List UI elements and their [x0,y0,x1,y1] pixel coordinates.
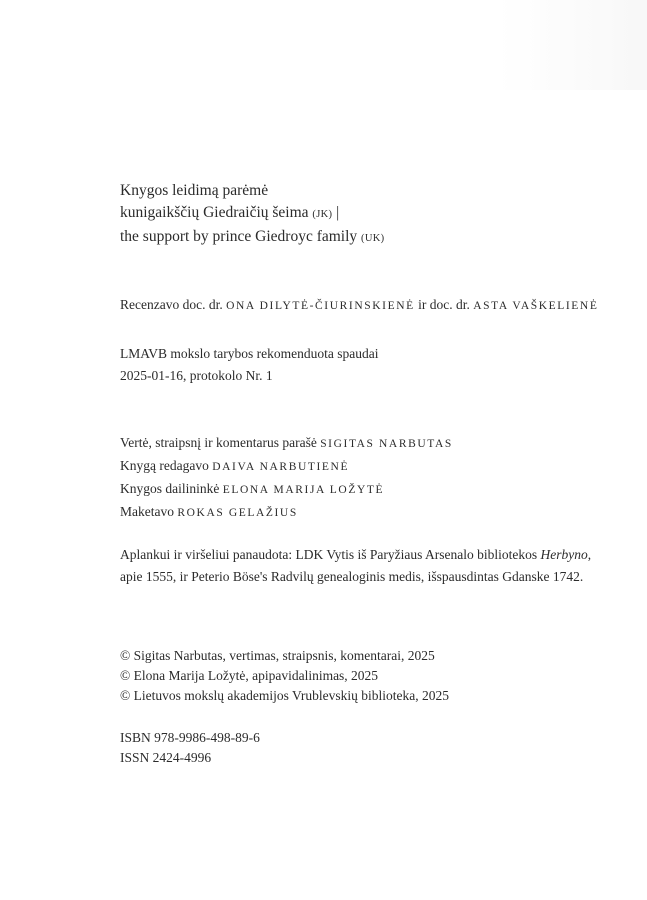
support-line-3-text: the support by prince Giedroyc family [120,228,358,245]
support-country-jk: (JK) [312,209,333,220]
support-line-2 [120,202,384,226]
credit-name: ELONA MARIJA LOŽYTĖ [222,484,385,496]
cover-source-title: Herbyno [540,547,588,562]
support-line-3 [120,226,384,250]
reviewers-joiner: ir doc. dr. [418,297,470,312]
cover-line-1-suffix: , [587,547,592,562]
copyright-notices [120,646,449,706]
reviewers-line [120,295,598,316]
issn-label: ISSN [120,750,150,765]
credit-name: SIGITAS NARBUTAS [320,438,453,450]
credit-item [120,455,453,478]
support-line-1: Knygos leidimą parėmė [120,182,269,199]
copyright-item: © Sigitas Narbutas, vertimas, straipsnis, komentarai, 2025 [120,648,435,663]
credit-item [120,501,453,524]
paper-show-through [497,0,647,90]
isbn-line [120,728,260,748]
reviewers-statement [120,295,598,316]
identifiers [120,728,260,768]
reviewers-prefix: Recenzavo doc. dr. [120,297,223,312]
copyright-item: © Lietuvos mokslų akademijos Vrublevskių biblioteka, 2025 [120,688,450,703]
credit-name: DAIVA NARBUTIENĖ [212,461,350,473]
credit-role: Knygą redagavo [120,458,209,473]
credit-role: Maketavo [120,504,174,519]
credits-list [120,432,453,524]
cover-line-1-prefix: Aplankui ir viršeliui panaudota: LDK Vytis iš Paryžiaus Arsenalo bibliotekos [120,547,538,562]
credit-role: Vertė, straipsnį ir komentarus parašė [120,435,317,450]
credit-item [120,478,453,501]
support-statement [120,180,384,250]
cover-line-1 [120,544,591,566]
credit-item [120,432,453,455]
isbn-label: ISBN [120,730,151,745]
issn-value: 2424-4996 [152,750,212,765]
isbn-value: 978-9986-498-89-6 [154,730,260,745]
credit-role: Knygos dailininkė [120,481,220,496]
issn-line [120,748,260,768]
cover-illustration-note [120,544,591,588]
council-line-1: LMAVB mokslo tarybos rekomenduota spaudai [120,346,379,361]
support-line-2-text: kunigaikščių Giedraičių šeima [120,204,309,221]
council-line-2: 2025-01-16, protokolo Nr. 1 [120,368,273,383]
reviewer-2-name: ASTA VAŠKELIENĖ [473,300,599,312]
credit-name: ROKAS GELAŽIUS [177,507,298,519]
copyright-item: © Elona Marija Ložytė, apipavidalinimas, 2025 [120,668,379,683]
reviewer-1-name: ONA DILYTĖ-ČIURINSKIENĖ [226,300,415,312]
support-separator: | [336,204,340,221]
council-recommendation [120,343,378,387]
cover-line-2: apie 1555, ir Peterio Böse's Radvilų genealoginis medis, išspausdintas Gdanske 1742. [120,569,584,584]
support-country-uk: (UK) [361,233,385,244]
